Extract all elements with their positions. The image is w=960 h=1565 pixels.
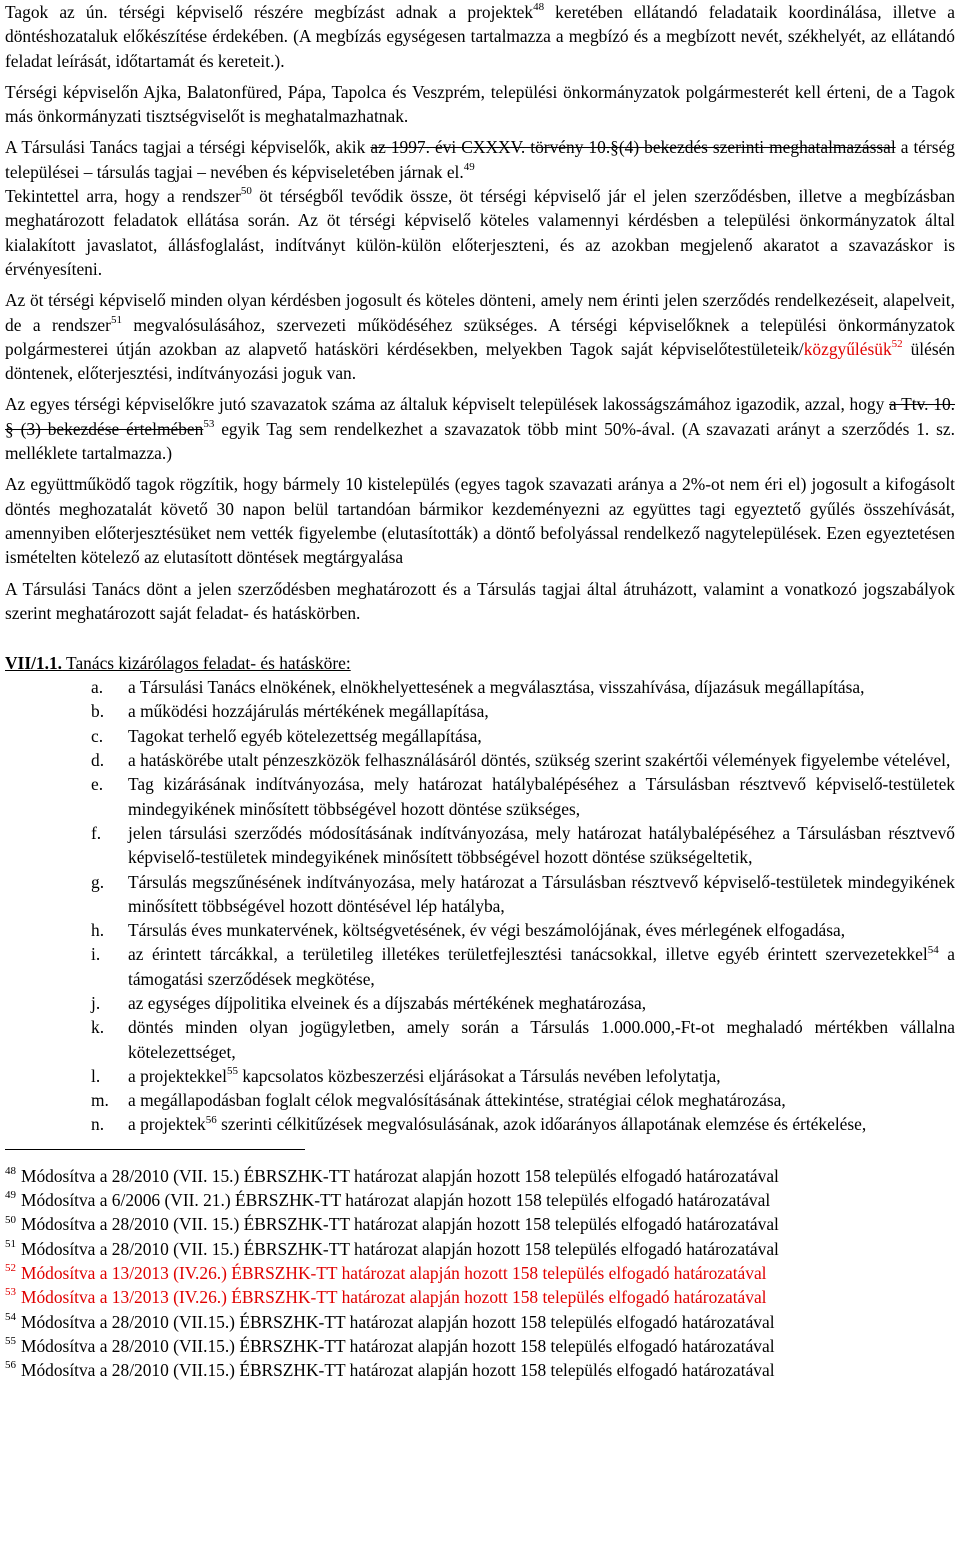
paragraph-text: keretében ellátandó feladataik koordinálása, illetve a döntéshozataluk előkészítése érdekében. (A megbízás egységesen tartalmazza a megbízó és a megbízott nevét, székhelyét, az ellátandó feladat leírását, időtartamát és kereteit.). [5,2,955,71]
footnote-number: 56 [5,1359,16,1372]
footnote [5,1164,955,1188]
list-item-text: a projektek [128,1114,206,1135]
paragraph-text: öt térségből tevődik össze, öt térségi képviselő jár el jelen szerződésben, illetve a megbízásban meghatározott feladatok ellátása során. Az öt térségi képviselő köteles valamennyi kérdésben a települési önkormányzatok által kialakított javaslatot, állásfoglalást, indítványt külön-külön előterjeszteni, és az azokban megjelenő akaratot a szavazáskor is érvényesíteni. [5,186,955,279]
paragraph-text: megvalósulásához, szervezeti működéséhez szükséges. A térségi képviselőknek a települési önkormányzatok polgármesterei útján azokban az alapvető hatásköri kérdésekben, melyekben Tagok saját képviselőtestületeik/ [5,314,955,359]
paragraph-text: Tagok az ún. térségi képviselő részére megbízást adnak a projektek [5,2,534,22]
list-item-text: az érintett tárcákkal, a területileg illetékes területfejlesztési tanácsokkal, illetve egyéb érintett szervezetekkel [128,944,928,965]
list-item [5,748,955,772]
deleted-text: a Ttv. 10. § (3) bekezdése értelmében [5,394,955,439]
paragraph-text: Az egyes térségi képviselőkre jutó szavazatok száma az általuk képviselt települések lakosságszámához igazodik, azzal, hogy [5,394,890,415]
list-item-text: szerinti célkitűzések megvalósulásának, azok időarányos állapotának elemzése és értékelése, [216,1114,867,1135]
list-item-text: a megállapodásban foglalt célok megvalósításának áttekintése, stratégiai célok meghatározása, [128,1090,786,1111]
list-item [5,821,955,870]
list-item-letter: j. [91,992,101,1013]
paragraph-text: a térség települései – társulás tagjai – nevében és képviseletében járnak el. [5,137,955,182]
footnote-text: Módosítva a 28/2010 (VII.15.) ÉBRSZHK-TT határozat alapján hozott 158 település elfogadó határozatával [21,1311,775,1332]
paragraph-2: Térségi képviselőn Ajka, Balatonfüred, Pápa, Tapolca és Veszprém, települési önkormányzatok polgármesterét kell érteni, de a Tagok más önkormányzati tisztségviselőt is meghatalmazhatnak. [5,81,955,127]
list-item-text: a projektekkel [128,1065,227,1086]
footnote [5,1358,955,1382]
paragraph-3 [5,135,955,184]
list-item [5,772,955,821]
list-item-letter: d. [91,750,105,771]
list-item [5,918,955,942]
amended-text: közgyűlésük [803,338,892,359]
list-item-text: Társulás éves munkatervének, költségvetésének, év végi beszámolójának, éves mérlegének elfogadása, [128,920,846,941]
footnote-number: 51 [5,1237,16,1250]
footnote-text: Módosítva a 28/2010 (VII. 15.) ÉBRSZHK-TT határozat alapján hozott 158 település elfogadó határozatával [21,1214,779,1235]
list-item-letter: k. [91,1017,105,1038]
list-item-letter: m. [91,1090,109,1111]
list-item-letter: a. [91,677,104,698]
list-item [5,991,955,1015]
paragraph-7: Az együttműködő tagok rögzítik, hogy bármely 10 kistelepülés (egyes tagok szavazati aránya a 2%-ot nem éri el) jogosult a kifogásolt döntés meghozatalát követő 30 napon belül tartandóan bármikor kezdeményezni az együttes tagi egyeztető gyűlés összehívását, amennyiben előterjesztésüket nem vették figyelembe (elutasították) a döntő befolyással rendelkező nagytelepülések. Ezen egyeztetésen ismételten kötelező az elutasított döntések megtárgyalása [5,474,955,568]
list-item [5,675,955,699]
list-item-text: a Társulási Tanács elnökének, elnökhelyettesének a megválasztása, visszahívása, díjazásuk megállapítása, [128,677,865,698]
footnote-text: Módosítva a 28/2010 (VII. 15.) ÉBRSZHK-TT határozat alapján hozott 158 település elfogadó határozatával [21,1238,779,1259]
list-item [5,1088,955,1112]
list-item-text: Tag kizárásának indítványozása, mely határozat hatálybalépéséhez a Társulásban résztvevő képviselő-testületek mindegyikének minősített többségével hozott döntése szükséges, [128,774,955,819]
paragraph-1 [5,0,955,73]
list-item-text: a hatáskörébe utalt pénzeszközök felhasználásáról döntés, szükség szerint szakértői vélemények figyelembe vételével, [128,750,951,771]
footnote-ref[interactable]: 54 [927,943,939,956]
task-list [5,675,955,1137]
footnote [5,1261,955,1285]
paragraph-6 [5,392,955,465]
list-item [5,1015,955,1064]
section-title: Tanács kizárólagos feladat- és hatásköre: [62,653,351,674]
footnote-text: Módosítva a 13/2013 (IV.26.) ÉBRSZHK-TT határozat alapján hozott 158 település elfogadó határozatával [21,1262,767,1283]
list-item-text: döntés minden olyan jogügyletben, amely során a Társulás 1.000.000,-Ft-ot meghaladó mértékben vállalna kötelezettséget, [128,1017,955,1062]
list-item-text: Társulás megszűnésének indítványozása, mely határozat a Társulásban résztvevő képviselő-testületek mindegyikének minősített többségével hozott döntésével lép hatályba, [128,871,955,916]
list-item-text: kapcsolatos közbeszerzési eljárásokat a Társulás nevében lefolytatja, [238,1065,721,1086]
footnote-number: 49 [5,1189,16,1202]
footnote [5,1212,955,1236]
footnote-text: Módosítva a 28/2010 (VII.15.) ÉBRSZHK-TT határozat alapján hozott 158 település elfogadó határozatával [21,1360,775,1381]
footnote-number: 52 [5,1262,16,1275]
list-item-letter: g. [91,871,105,892]
deleted-text: az 1997. évi CXXXV. törvény 10.§(4) bekezdés szerinti meghatalmazással [370,137,896,158]
list-item [5,724,955,748]
list-item-letter: l. [91,1065,101,1086]
footnote-ref[interactable]: 50 [240,185,252,198]
footnote-number: 55 [5,1335,16,1348]
paragraph-text: A Társulási Tanács tagjai a térségi képviselők, akik [5,137,371,158]
footnote-ref[interactable]: 53 [203,417,215,430]
footnote-ref[interactable]: 52 [891,338,903,351]
paragraph-text: Az öt térségi képviselő minden olyan kérdésben jogosult és köteles dönteni, amely nem érinti jelen szerződés rendelkezéseit, alapelveit, de a rendszer [5,290,955,335]
footnote-number: 54 [5,1310,16,1323]
paragraph-8: A Társulási Tanács dönt a jelen szerződésben meghatározott és a Társulás tagjai által átruházott, valamint a vonatkozó jogszabályok szerint meghatározott saját feladat- és hatáskörben. [5,578,955,623]
footnote-ref[interactable]: 56 [205,1113,217,1126]
list-item-letter: f. [91,822,102,843]
footnote-ref[interactable]: 49 [463,160,475,173]
footnote-ref[interactable]: 51 [110,313,122,326]
list-item [5,1064,955,1088]
paragraph-text: Tekintettel arra, hogy a rendszer [5,186,241,207]
footnote-number: 53 [5,1286,16,1299]
list-item-letter: i. [91,944,101,965]
list-item [5,870,955,919]
paragraph-text: ülésén döntenek, előterjesztési, indítványozási joguk van. [5,338,955,384]
list-item-text: jelen társulási szerződés módosításának indítványozása, mely határozat hatálybalépéséhez a Társulásban résztvevő képviselő-testületek mindegyikének minősített többségével hozott döntése szükségeltetik, [128,822,955,868]
paragraph-4 [5,184,955,281]
section-number: VII/1.1. [5,653,63,674]
list-item-letter: h. [91,920,105,941]
paragraph-5 [5,288,955,385]
list-item [5,699,955,723]
list-item-text: az egységes díjpolitika elveinek és a díjszabás mértékének meghatározása, [128,992,647,1013]
list-item-text: a működési hozzájárulás mértékének megállapítása, [128,701,489,722]
list-item-text: Tagokat terhelő egyéb kötelezettség megállapítása, [128,725,482,746]
footnote-ref[interactable]: 55 [227,1065,238,1078]
list-item-letter: e. [91,774,104,795]
list-item-letter: n. [91,1114,105,1135]
footnote-text: Módosítva a 28/2010 (VII.15.) ÉBRSZHK-TT határozat alapján hozott 158 település elfogadó határozatával [21,1335,775,1356]
footnote-number: 48 [5,1164,16,1177]
footnote [5,1334,955,1358]
footnote-number: 50 [5,1213,16,1226]
list-item [5,1112,955,1136]
footnote [5,1188,955,1212]
paragraph-text: egyik Tag sem rendelkezhet a szavazatok több mint 50%-ával. (A szavazati arányt a szerződés 1. sz. melléklete tartalmazza.) [5,418,955,464]
footnote-text: Módosítva a 28/2010 (VII. 15.) ÉBRSZHK-TT határozat alapján hozott 158 település elfogadó határozatával [21,1165,779,1186]
footnote [5,1237,955,1261]
list-item-text: a támogatási szerződések megkötése, [128,944,955,989]
section-heading [5,651,955,675]
list-item-letter: c. [91,725,104,746]
footnotes [5,1164,955,1383]
footnote-text: Módosítva a 13/2013 (IV.26.) ÉBRSZHK-TT határozat alapján hozott 158 település elfogadó határozatával [21,1287,767,1308]
footnote-text: Módosítva a 6/2006 (VII. 21.) ÉBRSZHK-TT határozat alapján hozott 158 település elfogadó határozatával [21,1190,771,1211]
footnote [5,1310,955,1334]
footnote-divider [5,1149,305,1150]
footnote-ref[interactable]: 48 [533,1,545,14]
footnote [5,1285,955,1309]
list-item [5,942,955,991]
list-item-letter: b. [91,701,105,722]
